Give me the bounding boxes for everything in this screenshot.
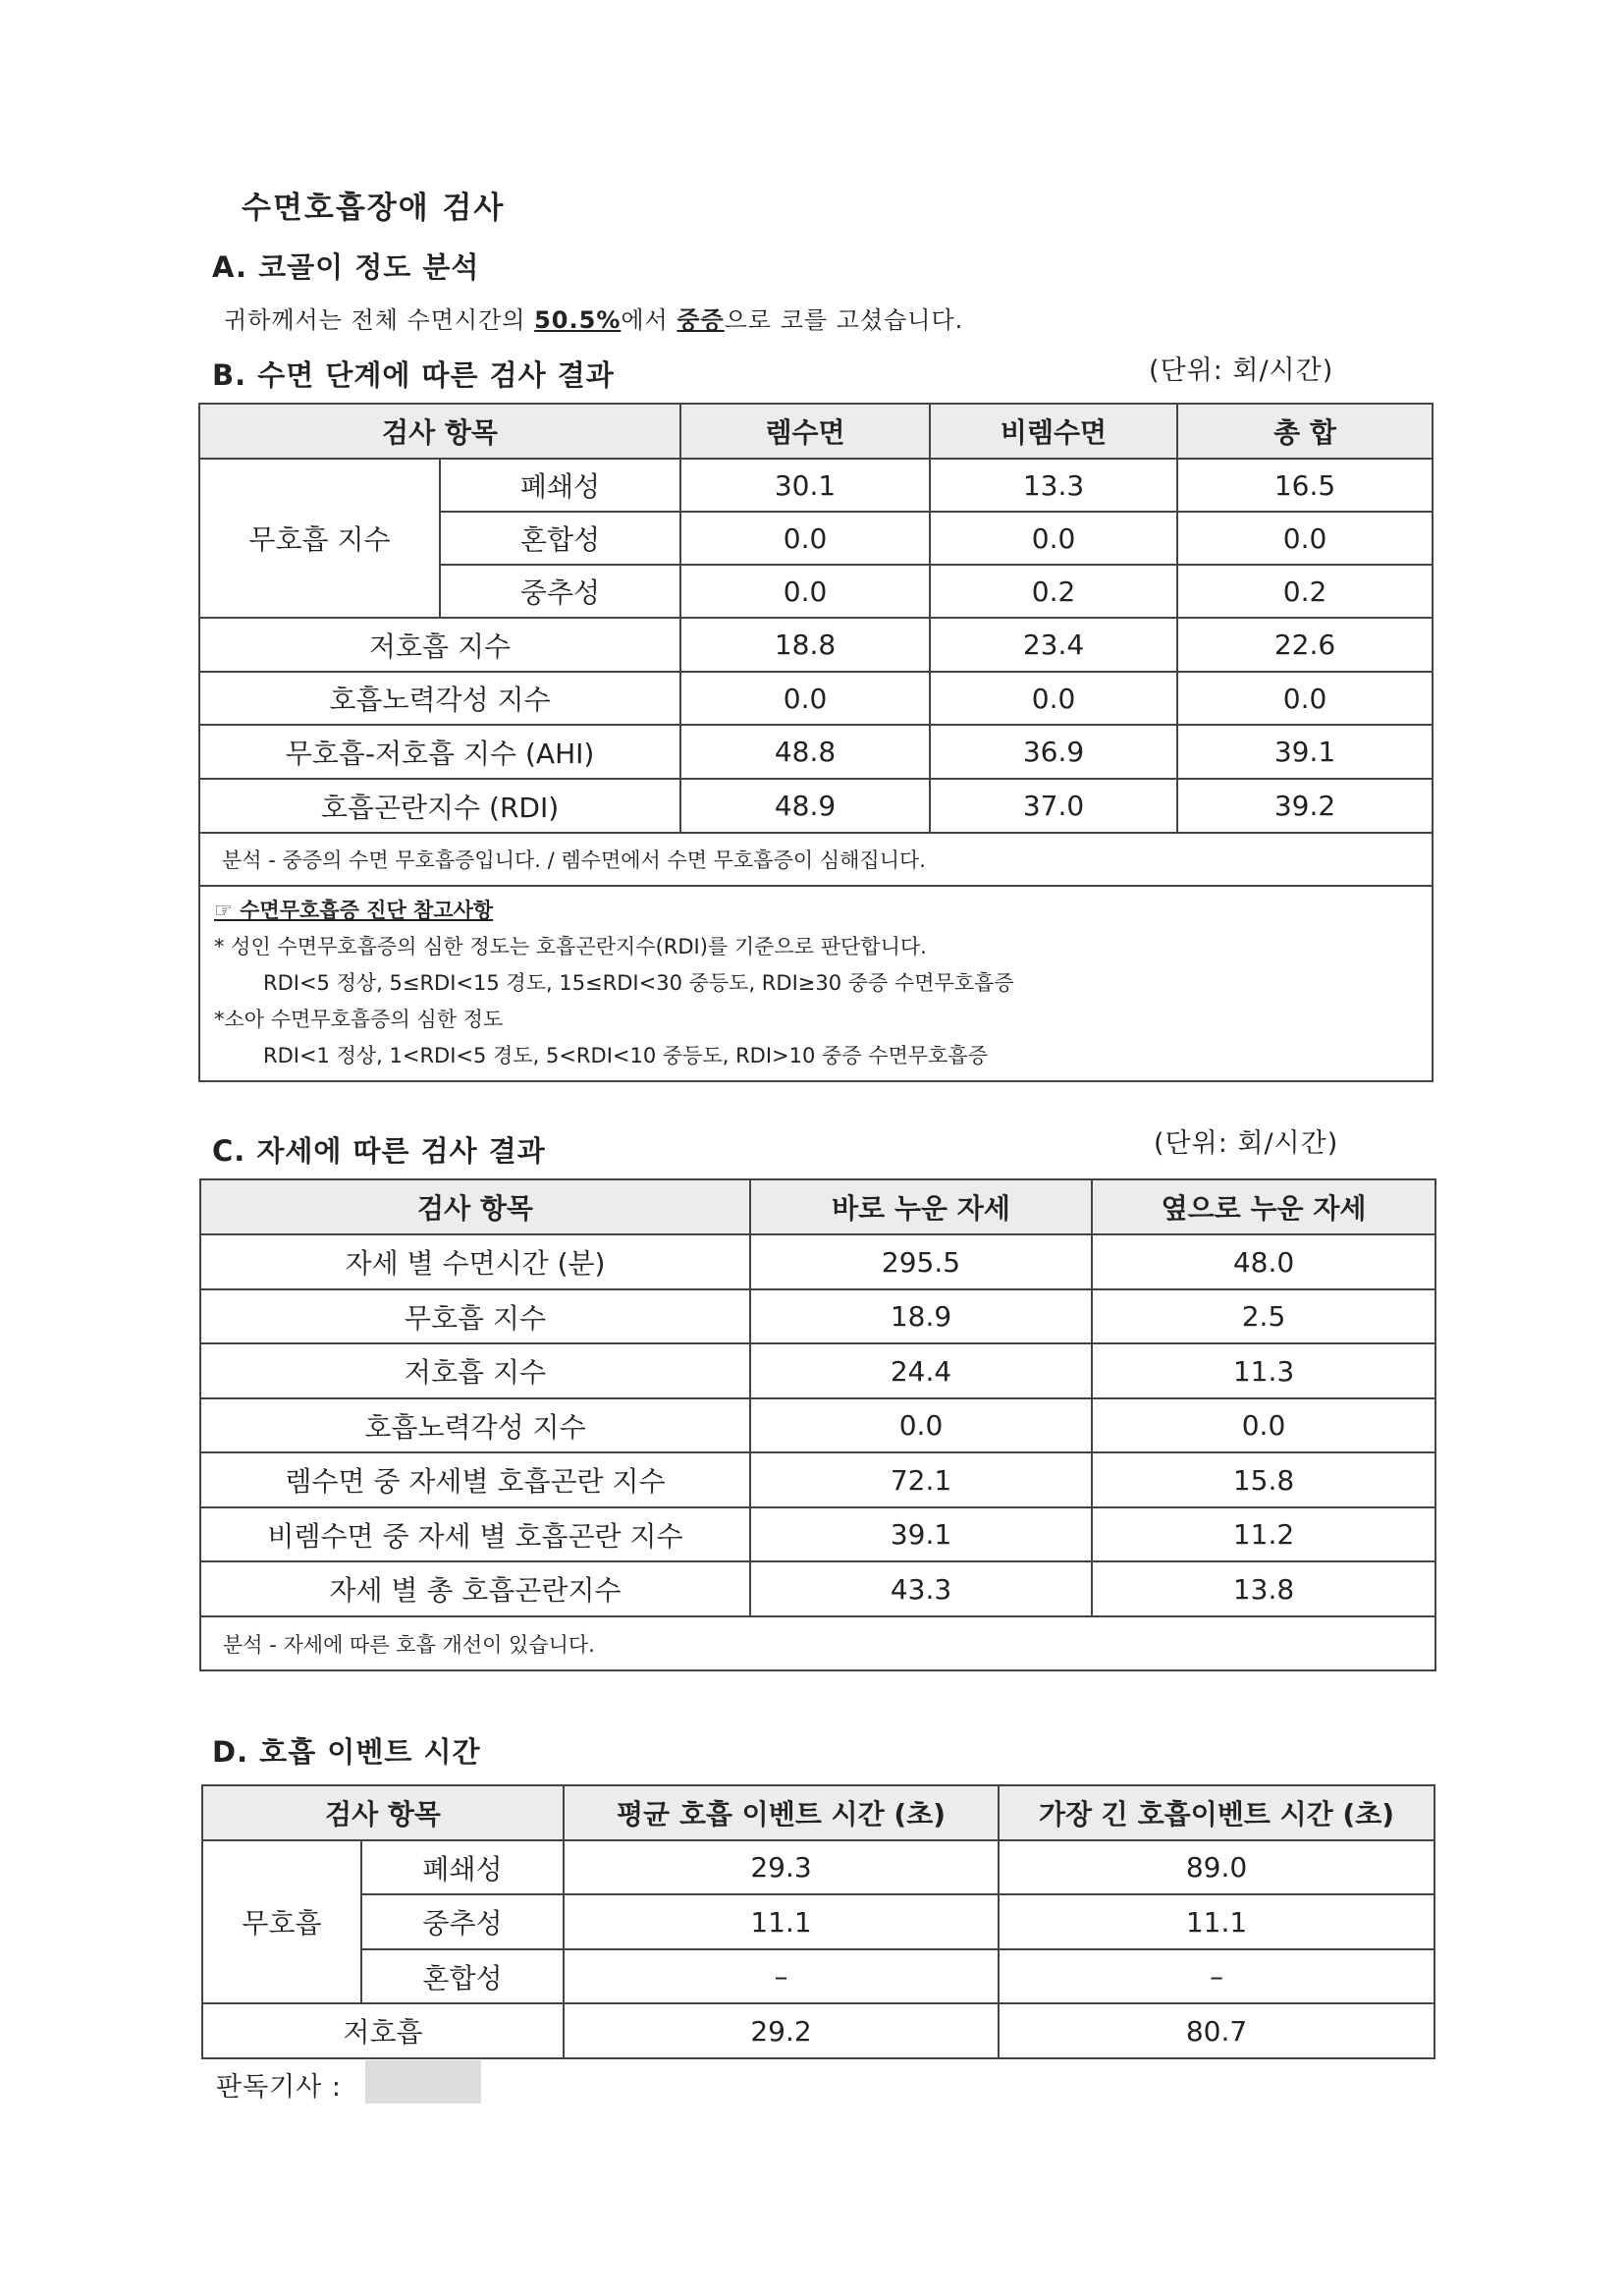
table-row [202, 1840, 1435, 1894]
value-cell: 37.0 [930, 779, 1177, 833]
header-item: 검사 항목 [202, 1785, 564, 1840]
value-cell: 16.5 [1177, 459, 1433, 512]
value-cell: 0.0 [680, 672, 930, 725]
row-label: 자세 별 총 호흡곤란지수 [200, 1561, 750, 1616]
table-row [200, 1343, 1435, 1398]
row-label: 호흡노력각성 지수 [200, 1398, 750, 1452]
section-b-unit: (단위: 회/시간) [1149, 355, 1334, 386]
value-cell: 0.0 [750, 1398, 1092, 1452]
sleep-stage-table [198, 403, 1434, 1082]
table-row [199, 618, 1433, 672]
snoring-text-pre: 귀하께서는 전체 수면시간의 [224, 306, 535, 334]
section-c-heading: C. 자세에 따른 검사 결과 [212, 1134, 546, 1168]
table-row [200, 1561, 1435, 1616]
value-cell: 36.9 [930, 725, 1177, 779]
header-longest: 가장 긴 호흡이벤트 시간 (초) [999, 1785, 1435, 1840]
value-cell: 15.8 [1092, 1452, 1435, 1507]
value-cell: 0.0 [1092, 1398, 1435, 1452]
value-cell: 2.5 [1092, 1289, 1435, 1343]
hypopnea-label: 저호흡 [202, 2003, 564, 2058]
value-cell: 11.2 [1092, 1507, 1435, 1561]
value-cell: 39.1 [750, 1507, 1092, 1561]
value-cell: 0.0 [930, 672, 1177, 725]
header-supine: 바로 누운 자세 [750, 1179, 1092, 1234]
table-row [202, 1894, 1435, 1949]
value-cell: 0.2 [1177, 565, 1433, 618]
event-duration-table [201, 1784, 1435, 2059]
value-cell: 39.2 [1177, 779, 1433, 833]
value-cell: 80.7 [999, 2003, 1435, 2058]
value-cell: 72.1 [750, 1452, 1092, 1507]
table-row [200, 1234, 1435, 1289]
reference-line: RDI<1 정상, 1<RDI<5 경도, 5<RDI<10 중등도, RDI>10 중증 수면무호흡증 [263, 1044, 988, 1067]
value-cell: 48.8 [680, 725, 930, 779]
value-cell: 0.0 [930, 512, 1177, 565]
row-label: 무호흡-저호흡 지수 (AHI) [199, 725, 680, 779]
value-cell: 0.0 [680, 565, 930, 618]
value-cell: 11.1 [999, 1894, 1435, 1949]
snoring-text-post: 으로 코를 고셨습니다. [724, 306, 964, 334]
snoring-summary [224, 301, 963, 335]
row-label: 렘수면 중 자세별 호흡곤란 지수 [200, 1452, 750, 1507]
reference-title: ☞ 수면무호흡증 진단 참고사항 [214, 899, 494, 922]
value-cell: 48.0 [1092, 1234, 1435, 1289]
table-row [199, 459, 1433, 512]
section-d-heading: D. 호흡 이벤트 시간 [212, 1735, 481, 1769]
value-cell: 0.0 [680, 512, 930, 565]
value-cell: 0.2 [930, 565, 1177, 618]
row-label: 호흡곤란지수 (RDI) [199, 779, 680, 833]
row-label: 호흡노력각성 지수 [199, 672, 680, 725]
apnea-type: 혼합성 [361, 1949, 564, 2003]
value-cell: 29.2 [564, 2003, 999, 2058]
table-row [200, 1289, 1435, 1343]
row-label: 무호흡 지수 [200, 1289, 750, 1343]
snoring-text-mid: 에서 [621, 306, 677, 334]
value-cell: 0.0 [1177, 672, 1433, 725]
header-item: 검사 항목 [199, 404, 680, 459]
value-cell: 11.1 [564, 1894, 999, 1949]
value-cell: 0.0 [1177, 512, 1433, 565]
snoring-percent: 50.5% [534, 306, 622, 334]
table-row [200, 1452, 1435, 1507]
value-cell: 39.1 [1177, 725, 1433, 779]
snoring-severity: 중증 [677, 306, 725, 334]
reference-line: * 성인 수면무호흡증의 심한 정도는 호흡곤란지수(RDI)를 기준으로 판단합니다. [214, 935, 927, 958]
value-cell: 13.3 [930, 459, 1177, 512]
redacted-name-block [365, 2060, 481, 2104]
reference-line: *소아 수면무호흡증의 심한 정도 [214, 1008, 504, 1031]
section-b-analysis: 분석 - 중증의 수면 무호흡증입니다. / 렘수면에서 수면 무호흡증이 심해집니다. [199, 833, 1433, 886]
reader-label: 판독기사 : [216, 2072, 343, 2103]
value-cell: 295.5 [750, 1234, 1092, 1289]
value-cell: 11.3 [1092, 1343, 1435, 1398]
table-row [202, 1949, 1435, 2003]
header-average: 평균 호흡 이벤트 시간 (초) [564, 1785, 999, 1840]
reference-line: RDI<5 정상, 5≤RDI<15 경도, 15≤RDI<30 중등도, RDI≥30 중증 수면무호흡증 [263, 971, 1014, 995]
value-cell: – [999, 1949, 1435, 2003]
header-nrem: 비렘수면 [930, 404, 1177, 459]
apnea-type: 폐쇄성 [440, 459, 680, 512]
value-cell: – [564, 1949, 999, 2003]
position-table [199, 1178, 1436, 1671]
value-cell: 22.6 [1177, 618, 1433, 672]
value-cell: 18.8 [680, 618, 930, 672]
header-lateral: 옆으로 누운 자세 [1092, 1179, 1435, 1234]
section-a-heading: A. 코골이 정도 분석 [212, 250, 480, 284]
row-label: 저호흡 지수 [199, 618, 680, 672]
document-title: 수면호흡장애 검사 [242, 191, 506, 226]
apnea-type: 폐쇄성 [361, 1840, 564, 1894]
section-c-unit: (단위: 회/시간) [1154, 1128, 1339, 1159]
value-cell: 89.0 [999, 1840, 1435, 1894]
section-c-analysis: 분석 - 자세에 따른 호흡 개선이 있습니다. [200, 1616, 1435, 1670]
apnea-type: 중추성 [361, 1894, 564, 1949]
table-row [199, 725, 1433, 779]
table-row [200, 1398, 1435, 1452]
value-cell: 43.3 [750, 1561, 1092, 1616]
table-row [202, 2003, 1435, 2058]
apnea-index-label: 무호흡 지수 [199, 459, 440, 618]
value-cell: 18.9 [750, 1289, 1092, 1343]
row-label: 자세 별 수면시간 (분) [200, 1234, 750, 1289]
apnea-type: 중추성 [440, 565, 680, 618]
row-label: 저호흡 지수 [200, 1343, 750, 1398]
diagnosis-reference [199, 886, 1433, 1081]
header-rem: 렘수면 [680, 404, 930, 459]
value-cell: 30.1 [680, 459, 930, 512]
section-b-heading: B. 수면 단계에 따른 검사 결과 [212, 358, 615, 392]
apnea-type: 혼합성 [440, 512, 680, 565]
value-cell: 13.8 [1092, 1561, 1435, 1616]
header-total: 총 합 [1177, 404, 1433, 459]
value-cell: 29.3 [564, 1840, 999, 1894]
apnea-label: 무호흡 [202, 1840, 361, 2003]
table-row [200, 1507, 1435, 1561]
value-cell: 48.9 [680, 779, 930, 833]
value-cell: 23.4 [930, 618, 1177, 672]
table-row [199, 779, 1433, 833]
value-cell: 24.4 [750, 1343, 1092, 1398]
table-row [199, 672, 1433, 725]
row-label: 비렘수면 중 자세 별 호흡곤란 지수 [200, 1507, 750, 1561]
header-item: 검사 항목 [200, 1179, 750, 1234]
